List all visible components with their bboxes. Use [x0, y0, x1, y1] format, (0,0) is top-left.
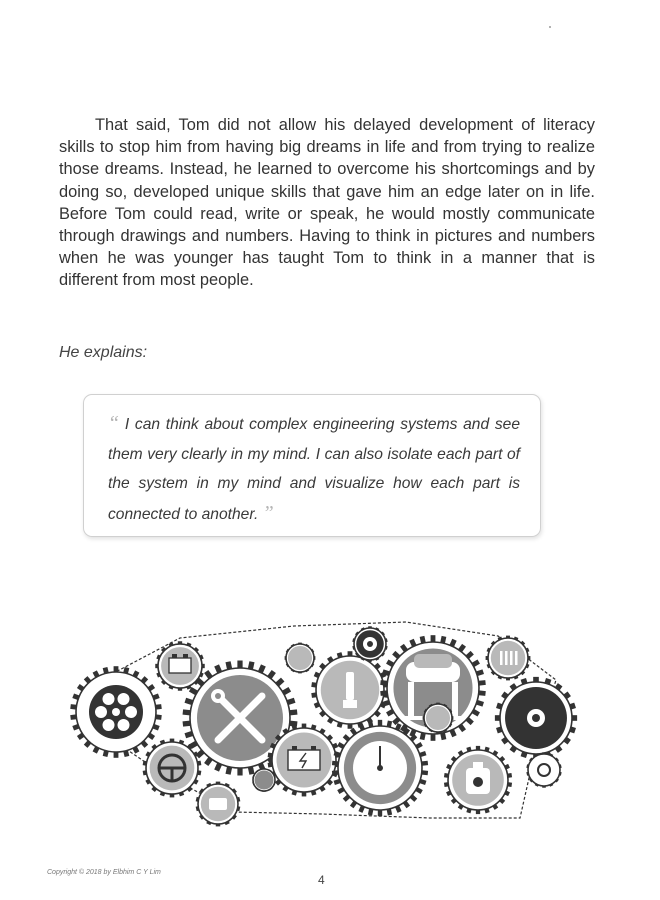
open-quote-mark: “	[108, 412, 120, 434]
gear-film-reel	[70, 666, 162, 758]
speedometer-icon	[353, 741, 407, 795]
page-number: 4	[318, 873, 325, 887]
quote-box	[83, 394, 541, 537]
gear-gearbox	[486, 636, 531, 681]
quote-text	[108, 409, 520, 529]
gear-dark-right	[495, 677, 577, 759]
lead-in-text: He explains:	[59, 344, 148, 361]
gear-oil	[444, 746, 512, 814]
gear-hub-icon	[527, 709, 545, 727]
scan-speck	[549, 26, 551, 28]
gear-monitor	[155, 641, 204, 690]
gear-small-top	[285, 643, 316, 674]
quote-body: I can think about complex engineering systems and see them very clearly in my mind. I can also isolate each part of the system in my mind and visualize how each part is connected to another.	[108, 416, 520, 523]
copyright-footer: Copyright © 2018 by Elbhim C Y Lim	[47, 869, 161, 876]
battery-icon	[288, 746, 320, 770]
gear-outline-right	[526, 752, 561, 787]
body-paragraph: That said, Tom did not allow his delayed development of literacy skills to stop him from having big dreams in life and from trying to realize those dreams. Instead, he learned to overcome his shortcomings and by doing so, developed unique skills that gave him an edge later on in life. Before Tom could read, write or speak, he would mostly communicate through drawings and numbers. Having to think in pictures and numbers when he was younger has taught Tom to think in a manner that is different from most people.	[59, 116, 595, 290]
gears-illustration	[68, 618, 588, 833]
gear-car-seat	[196, 782, 241, 827]
gear-spark-plug	[311, 651, 388, 729]
car-seat-icon	[209, 798, 227, 810]
gear-small-bottom	[252, 768, 276, 792]
film-reel-icon	[89, 685, 143, 739]
close-quote-mark: ”	[262, 501, 274, 524]
tire-icon	[363, 637, 377, 651]
